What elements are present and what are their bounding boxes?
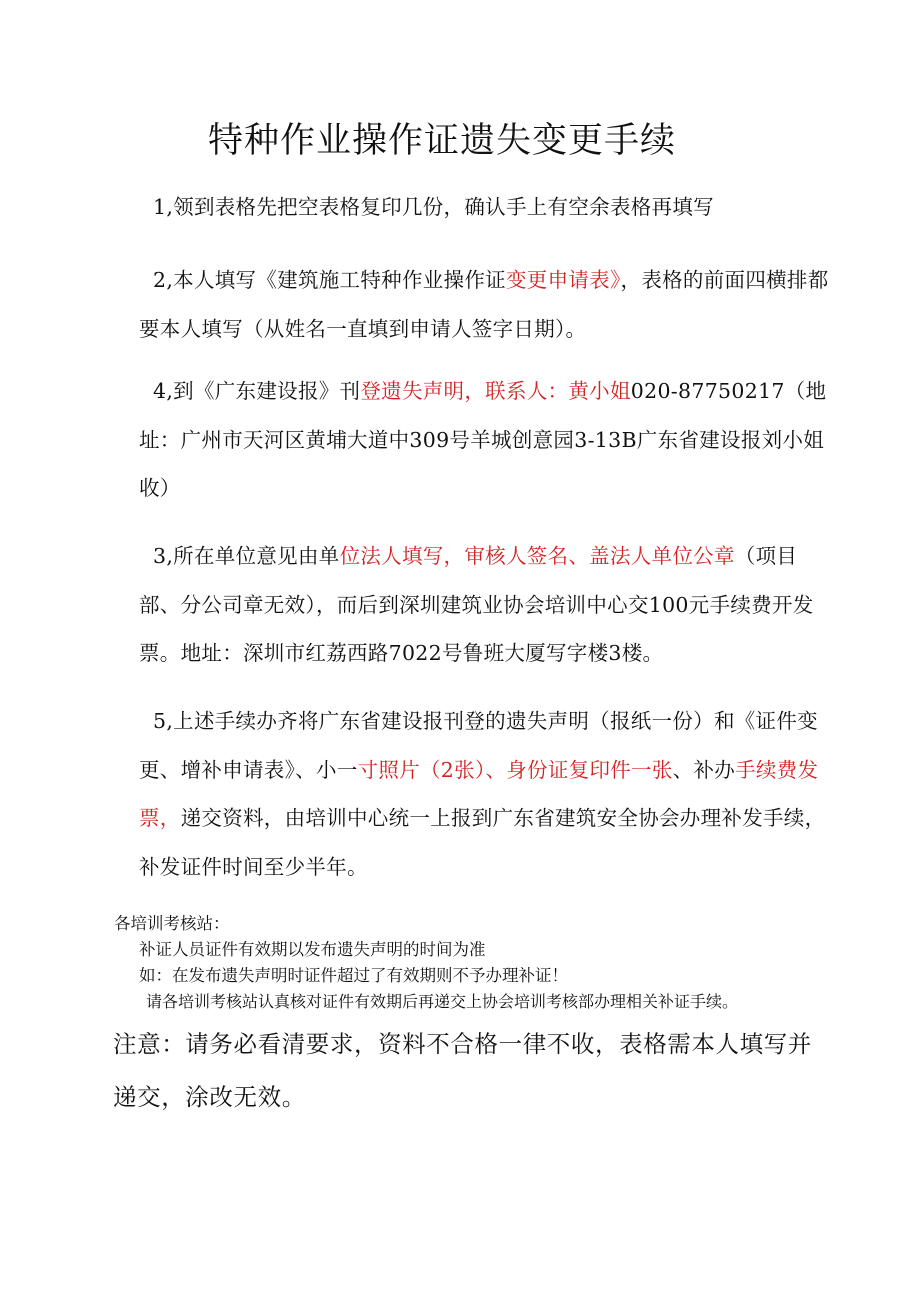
notes-line-1: 补证人员证件有效期以发布遗失声明的时间为准 [139,940,486,959]
step-3-paragraph [139,532,831,678]
notes-block [114,911,834,1015]
step-5-text-c: 、补办 [672,757,736,782]
step-5-paragraph [139,697,831,891]
document-title: 特种作业操作证遗失变更手续 [207,121,676,161]
step-5-highlight-photo: 寸照片（2张）、身份证复印件一张 [357,757,673,782]
step-3-text-a: 3,所在单位意见由单 [153,544,340,568]
notes-line-2: 如：在发布遗失声明时证件超过了有效期则不予办理补证！ [139,966,568,985]
step-2-text-c: ，表格的前面四横排都要本人填写（从姓名一直填到申请人签字日期）。 [139,268,829,341]
notes-heading: 各培训考核站： [114,914,230,933]
step-4-text-c: 020-87750217（地址：广州市天河区黄埔大道中309号羊城创意园3-13B广东省建设报刘小姐收） [139,379,827,500]
step-4-paragraph [139,367,831,513]
step-5-text-e: 递交资料，由培训中心统一上报到广东省建筑安全协会办理补发手续，补发证件时间至少半年。 [139,806,826,879]
step-5-text-a: 5,上述手续办齐将广东省建设报刊登的遗失声明（报纸一份）和《证件变更、增补申请表》、小一 [139,709,818,782]
step-1-paragraph: 1,领到表格先把空表格复印几份，确认手上有空余表格再填写 [153,195,714,219]
step-5-highlight-invoice: 手续费发票， [139,757,819,830]
notes-line-3: 请各培训考核站认真核对证件有效期后再递交上协会培训考核部办理相关补证手续。 [146,992,739,1011]
step-2-text-a: 2,本人填写《建筑施工特种作业操作证 [153,268,506,292]
attention-notice: 注意：请务必看清要求，资料不合格一律不收，表格需本人填写并递交，涂改无效。 [113,1030,812,1111]
step-3-text-c: （项目部、分公司章无效），而后到深圳建筑业协会培训中心交100元手续费开发票。地址：深圳市红荔西路7022号鲁班大厦写字楼3楼。 [139,544,814,665]
step-4-highlight: 登遗失声明，联系人：黄小姐 [360,379,631,403]
step-4-text-a: 4,到《广东建设报》刊 [153,379,361,403]
step-2-highlight: 变更申请表》 [505,268,621,292]
step-3-highlight: 位法人填写，审核人签名、盖法人单位公章 [339,544,735,568]
step-2-paragraph [139,256,831,353]
